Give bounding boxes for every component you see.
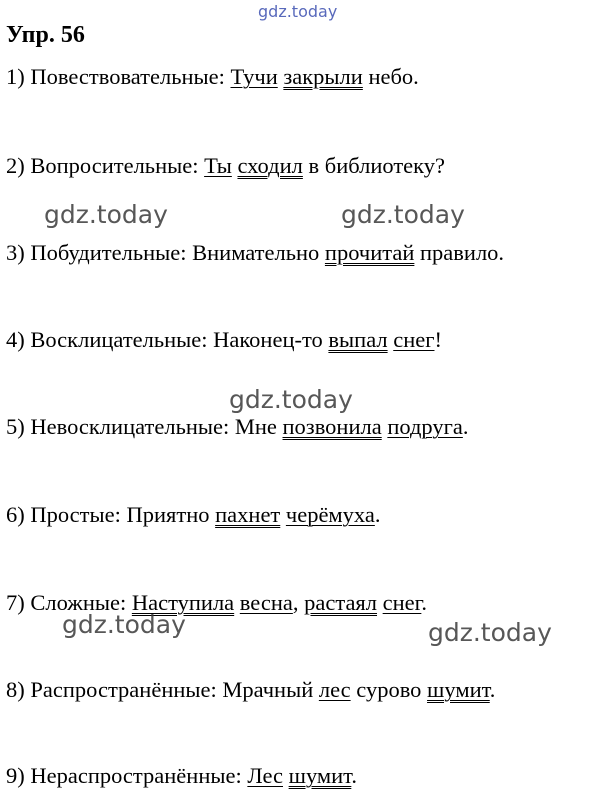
line-5 bbox=[6, 414, 468, 440]
text-segment: . bbox=[351, 763, 357, 788]
predicate: пахнет bbox=[215, 502, 281, 527]
text-segment: 9) Нераспространённые: bbox=[6, 763, 248, 788]
watermark-top: gdz.today bbox=[258, 2, 338, 21]
text-segment: . bbox=[462, 414, 469, 439]
predicate: шумит bbox=[288, 763, 352, 788]
line-3 bbox=[6, 240, 504, 266]
text-segment: небо. bbox=[362, 64, 419, 89]
predicate: выпал bbox=[328, 327, 388, 352]
text-segment: 1) Повествовательные: bbox=[6, 64, 231, 89]
predicate: растаял bbox=[304, 590, 378, 615]
text-segment: 5) Невосклицательные: Мне bbox=[6, 414, 283, 439]
subject: снег bbox=[382, 590, 422, 615]
watermark: gdz.today bbox=[44, 200, 168, 229]
text-segment: 3) Побудительные: Внимательно bbox=[6, 240, 325, 265]
text-segment: 2) Вопросительные: bbox=[6, 153, 205, 178]
text-segment: . bbox=[421, 590, 427, 615]
line-9 bbox=[6, 763, 357, 789]
text-segment: . bbox=[489, 677, 496, 702]
text-segment: 7) Сложные: bbox=[6, 590, 132, 615]
subject: весна bbox=[239, 590, 293, 615]
subject: черёмуха bbox=[285, 502, 375, 527]
text-segment: 4) Восклицательные: Наконец-то bbox=[6, 327, 329, 352]
subject: подруга bbox=[387, 414, 463, 439]
predicate: закрыли bbox=[283, 64, 363, 89]
watermark: gdz.today bbox=[341, 200, 465, 229]
watermark: gdz.today bbox=[62, 610, 186, 639]
line-2 bbox=[6, 153, 445, 179]
line-1 bbox=[6, 64, 419, 90]
predicate: позвонила bbox=[282, 414, 382, 439]
predicate: шумит bbox=[427, 677, 490, 702]
text-segment: правило. bbox=[414, 240, 505, 265]
subject: лес bbox=[318, 677, 351, 702]
text-segment: ! bbox=[434, 327, 442, 352]
predicate: сходил bbox=[237, 153, 303, 178]
watermark: gdz.today bbox=[229, 385, 353, 414]
subject: снег bbox=[393, 327, 435, 352]
subject: Тучи bbox=[230, 64, 278, 89]
line-8 bbox=[6, 677, 495, 703]
text-segment: 8) Распространённые: Мрачный bbox=[6, 677, 319, 702]
predicate: Наступила bbox=[131, 590, 235, 615]
text-segment: . bbox=[374, 502, 381, 527]
subject: Ты bbox=[204, 153, 232, 178]
predicate: прочитай bbox=[324, 240, 415, 265]
text-segment: сурово bbox=[350, 677, 428, 702]
text-segment: 6) Простые: Приятно bbox=[6, 502, 216, 527]
text-segment: в библиотеку? bbox=[302, 153, 446, 178]
watermark: gdz.today bbox=[428, 618, 552, 647]
subject: Лес bbox=[247, 763, 283, 788]
exercise-title: Упр. 56 bbox=[6, 22, 85, 48]
line-4 bbox=[6, 327, 442, 353]
line-6 bbox=[6, 502, 380, 528]
text-segment: , bbox=[292, 590, 305, 615]
